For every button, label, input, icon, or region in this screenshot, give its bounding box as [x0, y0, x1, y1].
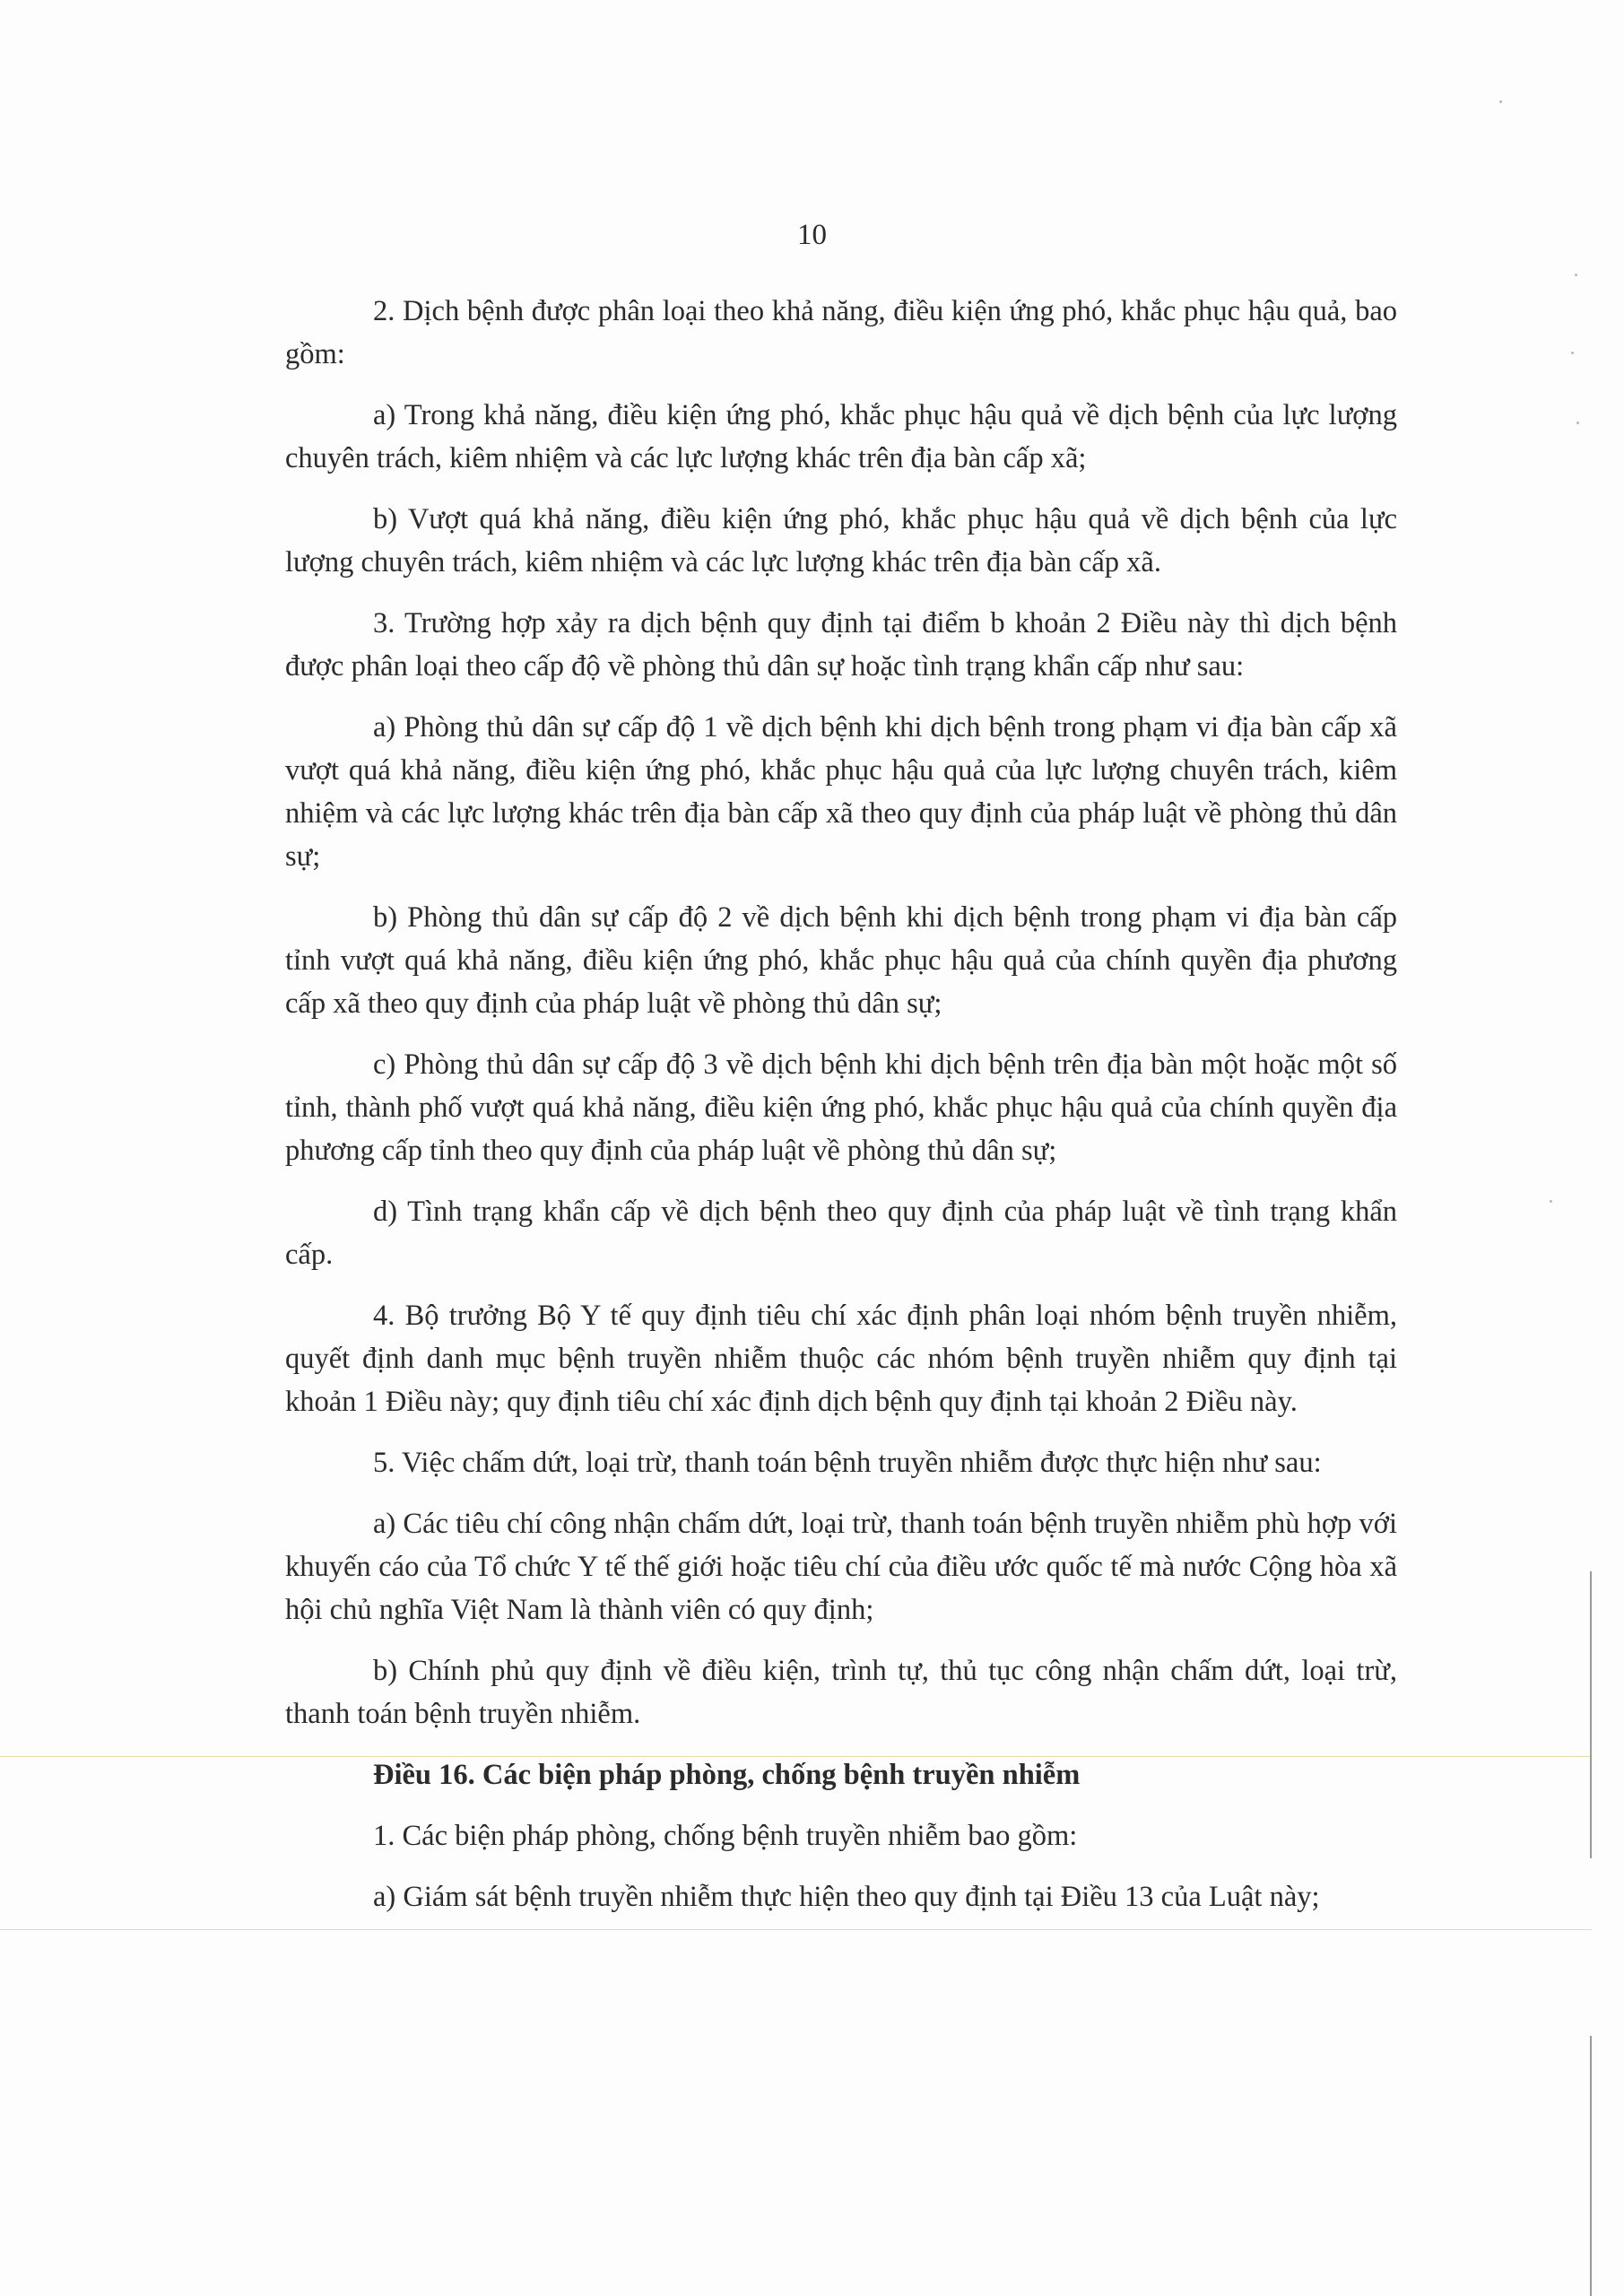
article-clause-1a: a) Giám sát bệnh truyền nhiễm thực hiện theo quy định tại Điều 13 của Luật này; — [373, 1881, 1320, 1913]
scan-speck — [1571, 352, 1574, 354]
article-heading: Điều 16. Các biện pháp phòng, chống bệnh truyền nhiễm — [373, 1759, 1081, 1791]
paragraph-clause-2b: b) Vượt quá khả năng, điều kiện ứng phó, khắc phục hậu quả về dịch bệnh của lực lượng chuyên trách, kiêm nhiệm và các lực lượng khác trên địa bàn cấp xã. — [285, 503, 1397, 578]
paragraph-clause-4: 4. Bộ trưởng Bộ Y tế quy định tiêu chí xác định phân loại nhóm bệnh truyền nhiễm, quyết định danh mục bệnh truyền nhiễm thuộc các nhóm bệnh truyền nhiễm quy định tại khoản 1 Điều này; quy định tiêu chí xác định dịch bệnh quy định tại khoản 2 Điều này. — [285, 1300, 1397, 1418]
scan-speck — [1499, 100, 1502, 103]
paragraph-clause-2: 2. Dịch bệnh được phân loại theo khả năng, điều kiện ứng phó, khắc phục hậu quả, bao gồm: — [285, 295, 1397, 370]
document-body — [285, 290, 1397, 1936]
scan-edge-shadow — [1590, 2036, 1592, 2296]
scan-speck — [1550, 1200, 1552, 1203]
scan-artifact-line — [0, 1929, 1592, 1930]
paragraph-clause-3b: b) Phòng thủ dân sự cấp độ 2 về dịch bệnh khi dịch bệnh trong phạm vi địa bàn cấp tỉnh vượt quá khả năng, điều kiện ứng phó, khắc phục hậu quả của chính quyền địa phương cấp xã theo quy định của pháp luật về phòng thủ dân sự; — [285, 901, 1397, 1020]
article-clause-1: 1. Các biện pháp phòng, chống bệnh truyền nhiễm bao gồm: — [373, 1820, 1078, 1852]
scan-artifact-line — [0, 1756, 1592, 1757]
paragraph-clause-5: 5. Việc chấm dứt, loại trừ, thanh toán bệnh truyền nhiễm được thực hiện như sau: — [373, 1447, 1322, 1479]
paragraph-clause-3c: c) Phòng thủ dân sự cấp độ 3 về dịch bệnh khi dịch bệnh trên địa bàn một hoặc một số tỉnh, thành phố vượt quá khả năng, điều kiện ứng phó, khắc phục hậu quả của chính quyền địa phương cấp tỉnh theo quy định của pháp luật về phòng thủ dân sự; — [285, 1048, 1397, 1167]
paragraph-clause-3d: d) Tình trạng khẩn cấp về dịch bệnh theo quy định của pháp luật về tình trạng khẩn cấp. — [285, 1196, 1397, 1271]
paragraph-clause-3a: a) Phòng thủ dân sự cấp độ 1 về dịch bệnh khi dịch bệnh trong phạm vi địa bàn cấp xã vượt quá khả năng, điều kiện ứng phó, khắc phục hậu quả của lực lượng chuyên trách, kiêm nhiệm và các lực lượng khác trên địa bàn cấp xã theo quy định của pháp luật về phòng thủ dân sự; — [285, 711, 1397, 873]
scan-speck — [1576, 422, 1579, 424]
page-number: 10 — [797, 219, 827, 251]
paragraph-clause-2a: a) Trong khả năng, điều kiện ứng phó, khắc phục hậu quả về dịch bệnh của lực lượng chuyên trách, kiêm nhiệm và các lực lượng khác trên địa bàn cấp xã; — [285, 399, 1397, 474]
paragraph-clause-3: 3. Trường hợp xảy ra dịch bệnh quy định tại điểm b khoản 2 Điều này thì dịch bệnh được phân loại theo cấp độ về phòng thủ dân sự hoặc tình trạng khẩn cấp như sau: — [285, 607, 1397, 683]
paragraph-clause-5a: a) Các tiêu chí công nhận chấm dứt, loại trừ, thanh toán bệnh truyền nhiễm phù hợp với khuyến cáo của Tổ chức Y tế thế giới hoặc tiêu chí của điều ước quốc tế mà nước Cộng hòa xã hội chủ nghĩa Việt Nam là thành viên có quy định; — [285, 1508, 1397, 1626]
scan-speck — [1575, 274, 1577, 276]
scan-edge-shadow — [1590, 1571, 1592, 1858]
paragraph-clause-5b: b) Chính phủ quy định về điều kiện, trình tự, thủ tục công nhận chấm dứt, loại trừ, thanh toán bệnh truyền nhiễm. — [285, 1655, 1397, 1730]
